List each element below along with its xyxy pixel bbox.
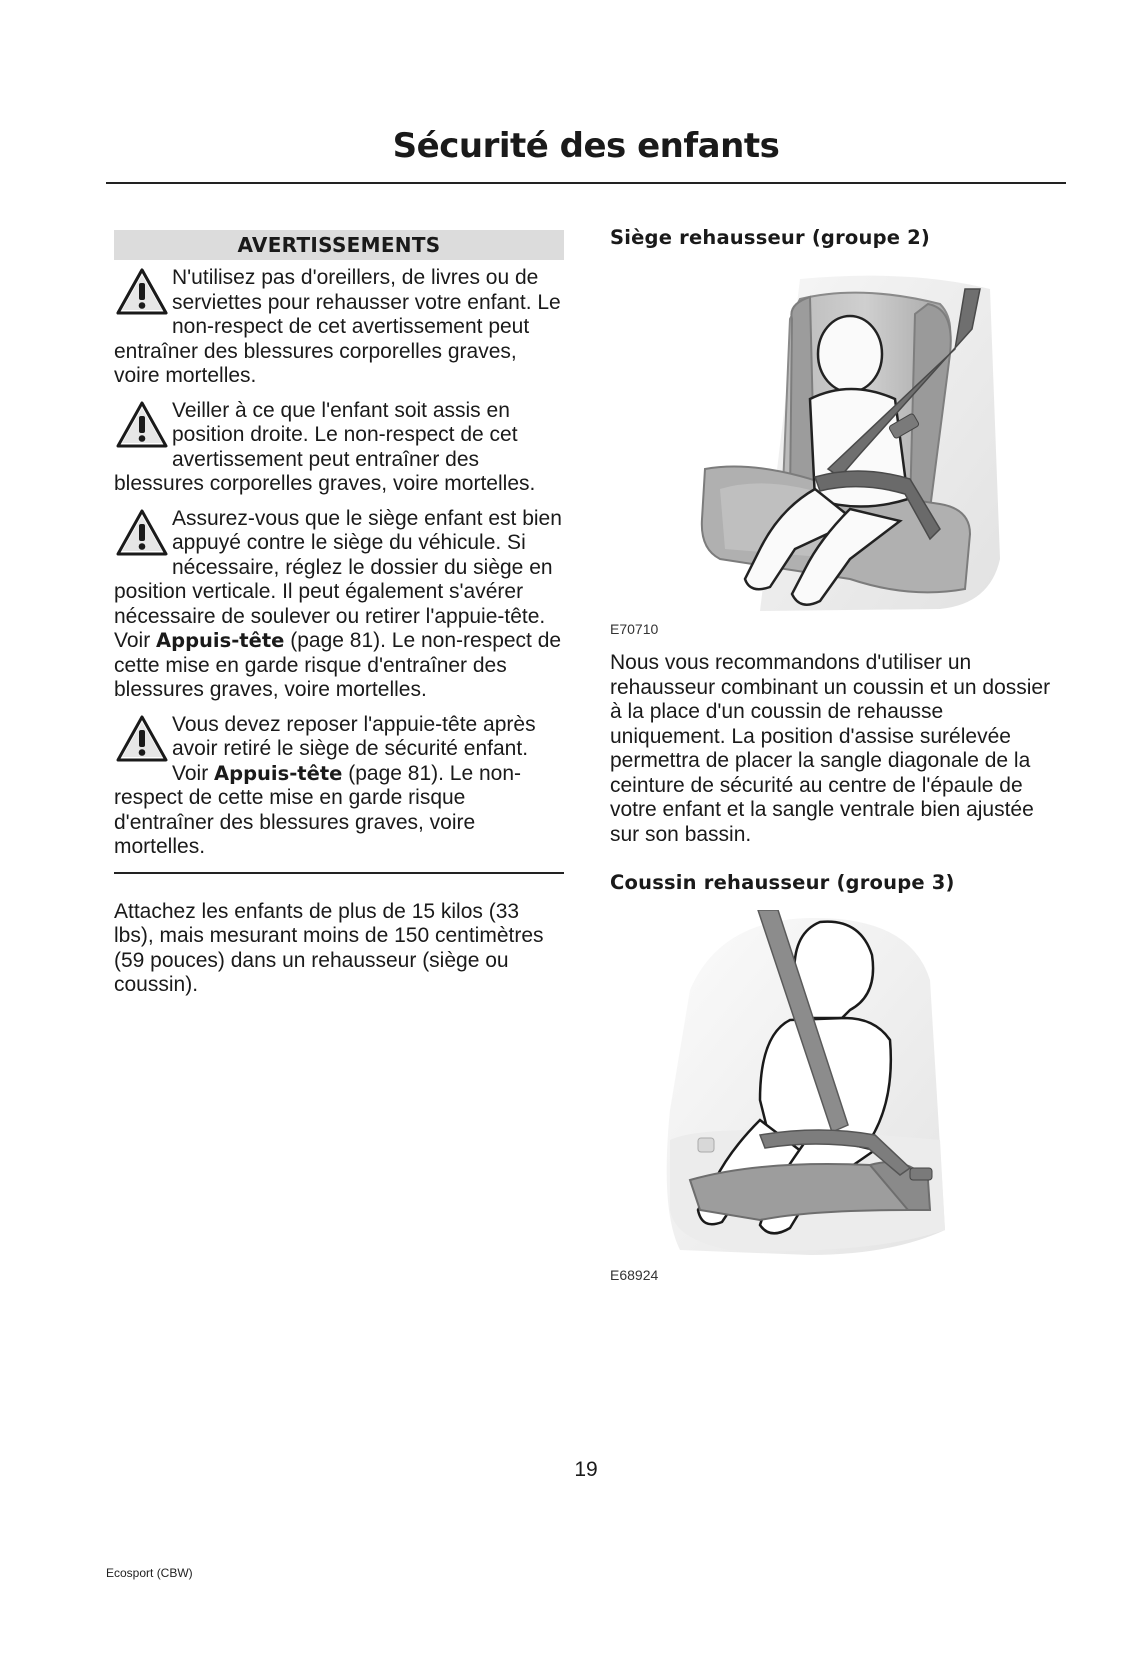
figure-code: E68924 <box>610 1267 659 1283</box>
warning-text: N'utilisez pas d'oreillers, de livres ou de serviettes pour rehausser votre enfant. Le non-respect de cet avertissement peut entraîner des blessures corporelles graves, voire mortelles. <box>114 266 561 387</box>
warning-text: (page 81). Le non-respect de cette mise en garde risque d'entraîner des blessures graves, voire mortelles. <box>114 629 562 701</box>
warning-item <box>114 399 564 497</box>
intro-paragraph: Attachez les enfants de plus de 15 kilos (33 lbs), mais mesurant moins de 150 centimètres (59 pouces) dans un rehausseur (siège ou coussin). <box>114 899 544 996</box>
cross-reference-link[interactable]: Appuis-tête <box>156 629 285 652</box>
page-title: Sécurité des enfants <box>392 126 780 166</box>
booster-cushion-illustration <box>610 910 1030 1260</box>
warning-item <box>114 507 564 703</box>
title-divider <box>106 182 1066 184</box>
booster-seat-paragraph: Nous vous recommandons d'utiliser un rehausseur combinant un coussin et un dossier à la place d'un coussin de rehausse uniquement. La position d'assise surélevée permettra de placer la sangle diagonale de la ceinture de sécurité au centre de l'épaule de votre enfant et la sangle ventrale bien ajustée sur son bassin. <box>610 651 1051 846</box>
figure-booster-seat <box>610 259 1060 637</box>
section-heading-booster-seat: Siège rehausseur (groupe 2) <box>610 226 931 249</box>
warning-item <box>114 713 564 860</box>
page-number: 19 <box>574 1458 598 1481</box>
warnings-end-divider <box>114 872 564 874</box>
right-column <box>610 226 1060 1283</box>
warning-triangle-icon <box>114 507 170 559</box>
section-heading-booster-cushion: Coussin rehausseur (groupe 3) <box>610 871 955 894</box>
figure-booster-cushion <box>610 910 1060 1283</box>
footer-model: Ecosport (CBW) <box>106 1566 193 1580</box>
warning-text: Vous devez reposer l'appuie-tête après avoir retiré le siège de sécurité enfant. Voir <box>172 712 536 785</box>
warning-triangle-icon <box>114 713 170 765</box>
warning-text: (page 81). Le non-respect de cette mise en garde risque d'entraîner des blessures graves, voire mortelles. <box>114 761 522 858</box>
warning-text: Assurez-vous que le siège enfant est bien appuyé contre le siège du véhicule. Si nécessaire, réglez le dossier du siège en position verticale. Il peut également s'avérer nécessaire de soulever ou retirer l'appuie-tête. Voir <box>114 506 562 652</box>
warning-item <box>114 266 564 389</box>
warning-text: Veiller à ce que l'enfant soit assis en position droite. Le non-respect de cet avertissement peut entraîner des blessures corporelles graves, voire mortelles. <box>114 398 536 495</box>
cross-reference-link[interactable]: Appuis-tête <box>214 761 343 785</box>
warning-triangle-icon <box>114 399 170 451</box>
warnings-heading: AVERTISSEMENTS <box>114 230 564 260</box>
figure-code: E70710 <box>610 621 659 637</box>
left-column <box>114 230 564 998</box>
booster-seat-illustration <box>610 259 1030 614</box>
warning-triangle-icon <box>114 266 170 318</box>
